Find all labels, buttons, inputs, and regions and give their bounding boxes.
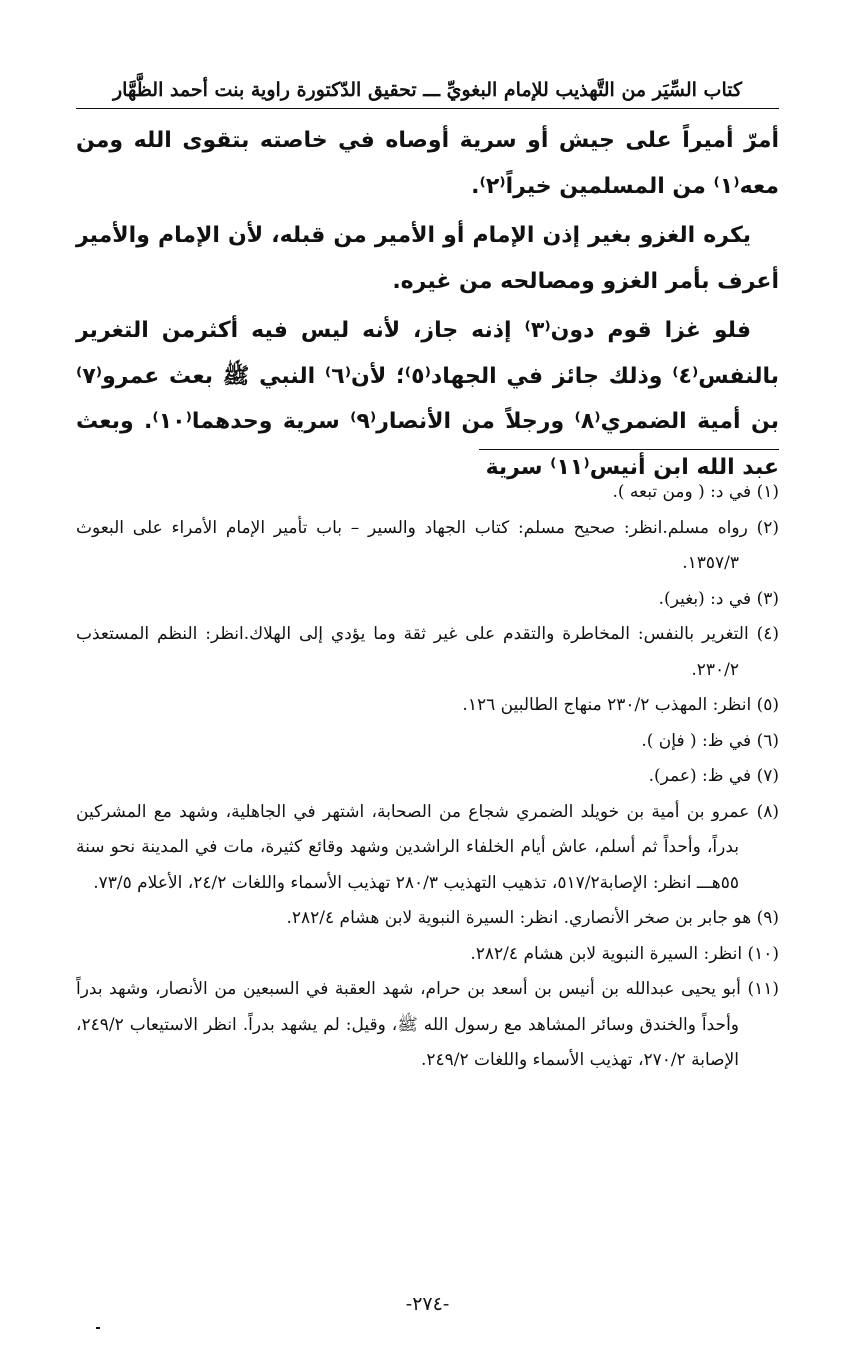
footnote: (٤) التغرير بالنفس: المخاطرة والتقدم على غير ثقة وما يؤدي إلى الهلاك.انظر: النظم المستعذب ٢٣٠/٢. bbox=[76, 624, 779, 680]
running-header: كتاب السِّيَر من التَّهذيب للإمام البغويِّ ـــ تحقيق الدّكتورة راوية بنت أحمد الظَّهَّار bbox=[112, 79, 743, 101]
footnote-separator bbox=[479, 449, 779, 450]
main-text bbox=[76, 118, 779, 494]
footnote: (٨) عمرو بن أمية بن خويلد الضمري شجاع من الصحابة، اشتهر في الجاهلية، وشهد مع المشركين بدراً، وأحداً ثم أسلم، عاش أيام الخلفاء الراشدين وشهد وقائع كثيرة، مات في المدينة نحو سنة ٥٥هـــ انظر: الإصابة٥١٧/٢، تذهيب التهذيب ٢٨٠/٣ تهذيب الأسماء واللغات ٢٤/٢، الأعلام ٧٣/٥. bbox=[76, 801, 779, 893]
footnote: (٥) انظر: المهذب ٢٣٠/٢ منهاج الطالبين ١٢٦. bbox=[462, 695, 779, 715]
footnote: (٩) هو جابر بن صخر الأنصاري. انظر: السيرة النبوية لابن هشام ٢٨٢/٤. bbox=[286, 908, 779, 928]
header-rule bbox=[76, 108, 779, 109]
footnote: (٣) في د: (بغير). bbox=[658, 588, 779, 609]
footnote: (٦) في ظ: ( فإن ). bbox=[641, 730, 779, 751]
paragraph: أمرّ أميراً على جيش أو سرية أوصاه في خاصته بتقوى الله ومن معه⁽١⁾ من المسلمين خيراً⁽٢⁾. bbox=[76, 128, 779, 199]
scan-speck bbox=[96, 1327, 100, 1329]
footnote: (١٠) انظر: السيرة النبوية لابن هشام ٢٨٢/٤. bbox=[470, 943, 779, 964]
paragraph: يكره الغزو بغير إذن الإمام أو الأمير من قبله، لأن الإمام والأمير أعرف بأمر الغزو ومصالحه من غيره. bbox=[76, 223, 779, 294]
footnotes bbox=[76, 475, 779, 1079]
footnote: (٢) رواه مسلم.انظر: صحيح مسلم: كتاب الجهاد والسير – باب تأمير الإمام الأمراء على البعوث ١٣٥٧/٣. bbox=[76, 517, 779, 573]
paragraph: فلو غزا قوم دون⁽٣⁾ إذنه جاز، لأنه ليس فيه أكثرمن التغرير بالنفس⁽٤⁾ وذلك جائز في الجهاد⁽٥⁾؛ لأن⁽٦⁾ النبي ﷺ بعث عمرو⁽٧⁾ بن أمية الضمري⁽٨⁾ ورجلاً من الأنصار⁽٩⁾ سرية وحدهما⁽١٠⁾. وبعث عبد الله ابن أنيس⁽١١⁾ سرية bbox=[76, 318, 780, 480]
footnote: (٧) في ظ: (عمر). bbox=[648, 766, 779, 786]
footnote: (١) في د: ( ومن تبعه ). bbox=[612, 482, 779, 502]
page-number: -٢٧٤- bbox=[405, 1293, 450, 1315]
footnote: (١١) أبو يحيى عبدالله بن أنيس بن أسعد بن حرام، شهد العقبة في السبعين من الأنصار، وشهد بدراً وأحداً والخندق وسائر المشاهد مع رسول الله ﷺ، وقيل: لم يشهد بدراً. انظر الاستيعاب ٢٤٩/٢، الإصابة ٢٧٠/٢، تهذيب الأسماء واللغات ٢٤٩/٢. bbox=[76, 979, 779, 1070]
